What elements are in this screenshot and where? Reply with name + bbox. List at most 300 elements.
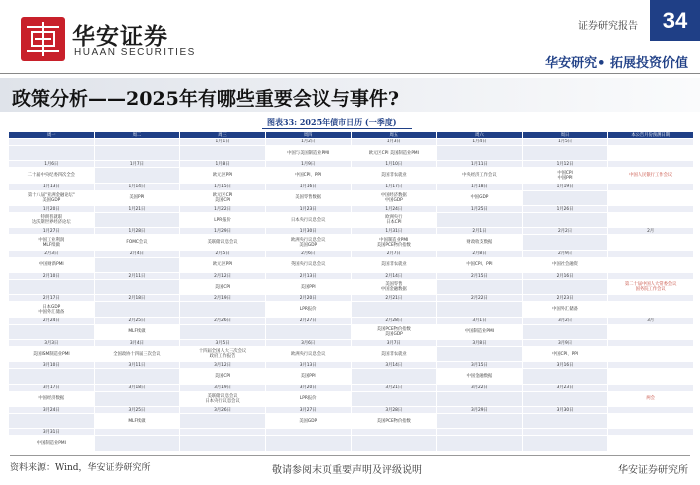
date-cell: 3月29日	[437, 407, 523, 414]
event-cell	[522, 213, 608, 228]
date-row	[9, 384, 694, 391]
date-cell: 1月1日	[180, 139, 266, 146]
figure-caption: 图表33: 2025年债市日历 (一季度)	[267, 117, 397, 127]
event-cell	[180, 280, 266, 295]
event-cell	[9, 257, 95, 272]
date-cell: 2月26日	[180, 317, 266, 324]
logo-chinese-name: 华安证券	[72, 23, 168, 50]
event-text: 政府工作报告	[209, 354, 236, 360]
event-cell	[265, 436, 351, 452]
event-cell	[265, 257, 351, 272]
weekday-header: 本公告月份预测日期	[608, 132, 694, 139]
date-row	[9, 228, 694, 235]
date-cell: 1月8日	[180, 161, 266, 168]
event-row	[9, 302, 694, 317]
date-row	[9, 206, 694, 213]
event-row	[9, 257, 694, 272]
date-cell: 1月17日	[351, 183, 437, 190]
date-cell: 3月1日	[437, 317, 523, 324]
event-cell	[522, 391, 608, 406]
event-cell	[180, 324, 266, 339]
event-cell	[608, 280, 694, 295]
event-cell	[437, 347, 523, 362]
date-cell: 3月3日	[9, 340, 95, 347]
event-cell	[437, 168, 523, 183]
date-cell: 3月8日	[437, 340, 523, 347]
date-cell	[522, 429, 608, 436]
date-cell: 1月30日	[265, 228, 351, 235]
event-cell	[522, 280, 608, 295]
event-text: 欧元区PPI	[212, 173, 233, 178]
event-cell	[522, 235, 608, 250]
event-cell	[522, 324, 608, 339]
event-text: 中国经济数据	[380, 192, 407, 198]
date-cell: 2月10日	[9, 273, 95, 280]
event-cell	[265, 369, 351, 384]
event-text: 日本央行议息会议	[291, 217, 326, 223]
event-text: 中国CPI	[557, 170, 573, 176]
date-cell	[9, 139, 95, 146]
event-text: 中国CPI、PPI	[295, 173, 322, 178]
date-cell: 2月5日	[180, 250, 266, 257]
event-cell	[180, 302, 266, 317]
event-row	[9, 280, 694, 295]
page-number: 34	[650, 0, 700, 41]
date-cell: 1月4日	[437, 139, 523, 146]
event-text: 日本CPI	[386, 220, 402, 226]
event-cell	[265, 235, 351, 250]
date-row	[9, 429, 694, 436]
date-cell: 3月16日	[522, 362, 608, 369]
event-cell	[522, 190, 608, 205]
event-text: 美国非农就业	[380, 262, 407, 268]
event-text: 美联储议息会议	[207, 393, 238, 399]
event-cell	[9, 369, 95, 384]
event-cell	[351, 145, 437, 160]
event-cell	[9, 145, 95, 160]
event-text: 二十届中央纪委四次全会	[27, 173, 75, 178]
date-row	[9, 139, 694, 146]
date-cell: 2月20日	[265, 295, 351, 302]
date-cell: 2月6日	[265, 250, 351, 257]
event-cell	[180, 347, 266, 362]
date-cell: 1月7日	[94, 161, 180, 168]
date-cell: 2月24日	[9, 317, 95, 324]
event-cell	[94, 235, 180, 250]
date-cell	[608, 407, 694, 414]
event-cell	[437, 280, 523, 295]
event-cell	[94, 257, 180, 272]
date-cell: 3月6日	[265, 340, 351, 347]
event-text: FOMC会议	[126, 240, 148, 246]
event-cell	[351, 280, 437, 295]
date-cell: 2月13日	[265, 273, 351, 280]
weekday-header: 周日	[522, 132, 608, 139]
event-text: 美国CPI	[214, 197, 231, 203]
date-cell: 2月16日	[522, 273, 608, 280]
event-cell	[180, 145, 266, 160]
event-cell	[180, 168, 266, 183]
date-cell: 2月14日	[351, 273, 437, 280]
weekday-header: 周二	[94, 132, 180, 139]
event-text: 中央经济工作会议	[462, 173, 497, 178]
event-cell	[94, 302, 180, 317]
event-cell	[9, 324, 95, 339]
date-cell: 1月25日	[437, 206, 523, 213]
event-cell	[437, 145, 523, 160]
event-text: LPR报价	[299, 396, 317, 402]
event-cell	[180, 190, 266, 205]
date-cell: 1月23日	[265, 206, 351, 213]
calendar-body	[9, 139, 694, 452]
date-cell: 2月22日	[437, 295, 523, 302]
event-row	[9, 235, 694, 250]
event-cell	[522, 414, 608, 429]
event-cell	[608, 347, 694, 362]
date-cell	[180, 429, 266, 436]
date-cell: 3月15日	[437, 362, 523, 369]
date-cell: 1月10日	[351, 161, 437, 168]
event-text: 中国GDP	[470, 195, 489, 201]
event-cell	[94, 347, 180, 362]
event-text: 第十八届"亚洲金融论坛"	[27, 192, 75, 198]
event-cell	[265, 302, 351, 317]
event-cell	[608, 213, 694, 228]
date-cell: 3月31日	[9, 429, 95, 436]
event-cell	[351, 324, 437, 339]
date-cell: 1月26日	[522, 206, 608, 213]
event-row	[9, 436, 694, 452]
date-cell	[608, 384, 694, 391]
event-cell	[265, 190, 351, 205]
date-cell: 3月27日	[265, 407, 351, 414]
date-row	[9, 250, 694, 257]
header-divider	[0, 73, 700, 74]
event-text: 中国GDP	[384, 197, 403, 203]
event-cell	[522, 347, 608, 362]
date-cell: 3月5日	[180, 340, 266, 347]
event-cell	[94, 369, 180, 384]
event-cell	[437, 436, 523, 452]
event-text: 两会	[646, 396, 655, 402]
date-cell: 3月22日	[437, 384, 523, 391]
event-text: 第二十届中国人大常委会议	[624, 282, 677, 288]
event-cell	[265, 324, 351, 339]
event-cell	[94, 436, 180, 452]
event-row	[9, 145, 694, 160]
date-cell: 1月14日	[94, 183, 180, 190]
event-text: 美国PCE物价指数	[376, 418, 411, 424]
date-cell	[608, 206, 694, 213]
event-cell	[94, 145, 180, 160]
event-text: MLF续做	[42, 242, 60, 248]
event-cell	[265, 280, 351, 295]
event-text: 中国制造业PMI	[464, 329, 494, 335]
event-cell	[608, 235, 694, 250]
event-cell	[351, 436, 437, 452]
event-text: 美国GDP	[299, 418, 318, 424]
event-cell	[608, 369, 694, 384]
date-cell: 1月3日	[351, 139, 437, 146]
event-text: 国务院工作会议	[635, 287, 666, 293]
date-cell: 1月20日	[9, 206, 95, 213]
event-cell	[522, 168, 608, 183]
event-cell	[351, 414, 437, 429]
date-cell: 1月6日	[9, 161, 95, 168]
caption-underline	[262, 128, 412, 129]
date-cell: 1月9日	[265, 161, 351, 168]
event-text: 美联储议息会议	[207, 240, 238, 246]
event-cell	[180, 391, 266, 406]
date-cell: 2月18日	[94, 295, 180, 302]
date-cell: 2月3日	[9, 250, 95, 257]
event-text: 美国PPI	[300, 284, 316, 290]
event-text: 美国CPI	[214, 284, 231, 290]
weekday-header: 周五	[351, 132, 437, 139]
date-cell: 2月	[608, 228, 694, 235]
date-cell: 3月17日	[9, 384, 95, 391]
event-text: 中国人民银行工作会议	[629, 173, 673, 178]
date-cell: 3月13日	[265, 362, 351, 369]
event-cell	[437, 369, 523, 384]
event-cell	[437, 235, 523, 250]
date-cell	[608, 183, 694, 190]
date-cell: 1月27日	[9, 228, 95, 235]
date-cell: 3月14日	[351, 362, 437, 369]
date-cell	[608, 340, 694, 347]
event-text: 中国制造业PMI	[36, 441, 66, 447]
event-text: 中国CPI、PPI	[551, 351, 579, 357]
date-cell: 1月16日	[265, 183, 351, 190]
event-cell	[94, 213, 180, 228]
event-cell	[9, 168, 95, 183]
logo-english-name: HUAAN SECURITIES	[74, 47, 196, 58]
date-cell: 1月22日	[180, 206, 266, 213]
event-text: 美国PPI	[129, 195, 145, 201]
event-cell	[94, 280, 180, 295]
event-cell	[351, 235, 437, 250]
event-text: 欧元区CPI 美国制造业PMI	[368, 150, 419, 156]
event-text: LPR报价	[214, 217, 231, 223]
date-cell: 3月24日	[9, 407, 95, 414]
date-cell: 2月9日	[522, 250, 608, 257]
event-text: 财政收支数据	[466, 240, 493, 246]
event-text: 日本GDP	[42, 304, 61, 310]
event-cell	[437, 414, 523, 429]
event-cell	[437, 302, 523, 317]
event-cell	[608, 168, 694, 183]
date-cell: 2月1日	[437, 228, 523, 235]
event-row	[9, 391, 694, 406]
event-cell	[265, 145, 351, 160]
event-cell	[522, 436, 608, 452]
date-row	[9, 295, 694, 302]
date-cell: 2月15日	[437, 273, 523, 280]
event-text: 达沃斯世界经济论坛	[31, 220, 71, 226]
disclaimer: 敬请参阅末页重要声明及评级说明	[272, 465, 422, 476]
event-text: 欧洲央行	[385, 215, 403, 221]
date-row	[9, 362, 694, 369]
event-row	[9, 347, 694, 362]
event-text: 欧洲央行议息会议	[291, 237, 326, 243]
date-cell	[265, 429, 351, 436]
date-cell: 3月11日	[94, 362, 180, 369]
event-cell	[9, 391, 95, 406]
event-cell	[437, 190, 523, 205]
event-row	[9, 213, 694, 228]
event-text: MLF续做	[128, 329, 146, 335]
date-row	[9, 317, 694, 324]
event-cell	[351, 369, 437, 384]
slogan: 华安研究• 拓展投资价值	[545, 56, 688, 71]
date-cell	[351, 429, 437, 436]
event-cell	[265, 347, 351, 362]
event-text: 中国金融数据	[380, 287, 407, 293]
date-cell	[608, 250, 694, 257]
event-cell	[94, 324, 180, 339]
source-note: 资料来源：Wind，华安证券研究所	[10, 463, 151, 473]
event-cell	[351, 391, 437, 406]
date-cell: 1月12日	[522, 161, 608, 168]
date-cell: 3月19日	[180, 384, 266, 391]
event-row	[9, 168, 694, 183]
date-cell: 1月13日	[9, 183, 95, 190]
event-cell	[437, 324, 523, 339]
event-text: 美国非农就业	[380, 351, 407, 357]
event-cell	[608, 414, 694, 429]
date-cell: 3月9日	[522, 340, 608, 347]
event-cell	[265, 213, 351, 228]
event-cell	[180, 257, 266, 272]
event-text: 美国PCE物价指数	[376, 242, 411, 248]
event-text: 美国零售数据	[295, 195, 322, 201]
event-cell	[9, 213, 95, 228]
event-cell	[351, 190, 437, 205]
event-text: 美国GDP	[299, 242, 318, 248]
event-text: 欧元区CPI	[212, 192, 233, 198]
event-cell	[608, 190, 694, 205]
date-cell: 1月29日	[180, 228, 266, 235]
date-cell: 3月30日	[522, 407, 608, 414]
event-text: 中国CPI、PPI	[466, 262, 493, 268]
event-cell	[180, 436, 266, 452]
event-cell	[9, 347, 95, 362]
event-text: 美国PCE物价指数	[376, 326, 411, 332]
event-cell	[265, 414, 351, 429]
weekday-header: 周一	[9, 132, 95, 139]
date-cell	[608, 161, 694, 168]
event-cell	[9, 302, 95, 317]
date-cell	[608, 362, 694, 369]
event-text: 十四届全国人大三次会议	[198, 349, 247, 355]
event-cell	[94, 414, 180, 429]
date-cell: 3月21日	[351, 384, 437, 391]
event-row	[9, 324, 694, 339]
firm-name: 华安证券研究所	[618, 465, 688, 476]
date-cell: 1月18日	[437, 183, 523, 190]
event-text: 美国PPI	[300, 374, 316, 380]
event-text: 欧洲央行议息会议	[291, 351, 326, 357]
event-cell	[9, 436, 95, 452]
event-text: 特朗普就职	[40, 215, 63, 221]
event-text: 中国外汇储备	[552, 307, 578, 313]
weekday-header: 周六	[437, 132, 523, 139]
event-cell	[522, 369, 608, 384]
date-cell: 2月23日	[522, 295, 608, 302]
report-type-label: 证券研究报告	[578, 21, 638, 32]
date-cell: 2月17日	[9, 295, 95, 302]
event-cell	[351, 213, 437, 228]
event-cell	[94, 168, 180, 183]
date-cell: 1月5日	[522, 139, 608, 146]
event-text: LPR报价	[299, 307, 317, 313]
date-cell: 3月25日	[94, 407, 180, 414]
event-text: 日本央行议息会议	[205, 398, 240, 404]
event-cell	[608, 324, 694, 339]
event-cell	[351, 168, 437, 183]
date-cell	[608, 273, 694, 280]
event-cell	[9, 414, 95, 429]
date-cell: 3月28日	[351, 407, 437, 414]
date-cell	[608, 139, 694, 146]
date-cell: 3月18日	[94, 384, 180, 391]
date-cell: 2月21日	[351, 295, 437, 302]
event-text: 美国ISM制造业PMI	[32, 351, 70, 357]
date-cell: 2月25日	[94, 317, 180, 324]
date-cell: 3月26日	[180, 407, 266, 414]
weekday-header: 周三	[180, 132, 266, 139]
event-text: 英国央行议息会议	[291, 262, 326, 268]
date-cell: 3月	[608, 317, 694, 324]
date-cell	[437, 429, 523, 436]
event-text: 美国GDP	[42, 197, 61, 203]
event-cell	[437, 257, 523, 272]
event-cell	[608, 302, 694, 317]
weekday-header-row	[9, 132, 694, 139]
date-cell: 1月2日	[265, 139, 351, 146]
date-cell: 3月7日	[351, 340, 437, 347]
date-cell: 3月23日	[522, 384, 608, 391]
footer-divider	[10, 455, 690, 456]
event-text: 中国制造业PMI	[379, 237, 409, 243]
event-row	[9, 369, 694, 384]
date-cell: 1月11日	[437, 161, 523, 168]
date-cell: 2月11日	[94, 273, 180, 280]
event-row	[9, 190, 694, 205]
bond-market-calendar	[8, 131, 694, 452]
event-cell	[351, 257, 437, 272]
date-cell: 2月28日	[351, 317, 437, 324]
date-cell: 3月12日	[180, 362, 266, 369]
date-cell	[94, 139, 180, 146]
event-cell	[351, 302, 437, 317]
event-cell	[608, 436, 694, 452]
date-cell: 2月12日	[180, 273, 266, 280]
event-text: 中国财新PMI	[38, 262, 64, 268]
event-text: 中国经济数据	[38, 396, 65, 402]
event-cell	[180, 369, 266, 384]
event-cell	[9, 235, 95, 250]
date-cell: 2月2日	[522, 228, 608, 235]
date-row	[9, 273, 694, 280]
event-text: 美国CPI	[214, 374, 231, 380]
date-cell	[94, 429, 180, 436]
date-cell: 2月7日	[351, 250, 437, 257]
event-text: 中国外汇储备	[38, 309, 65, 315]
date-cell: 3月2日	[522, 317, 608, 324]
event-cell	[265, 168, 351, 183]
event-cell	[608, 391, 694, 406]
